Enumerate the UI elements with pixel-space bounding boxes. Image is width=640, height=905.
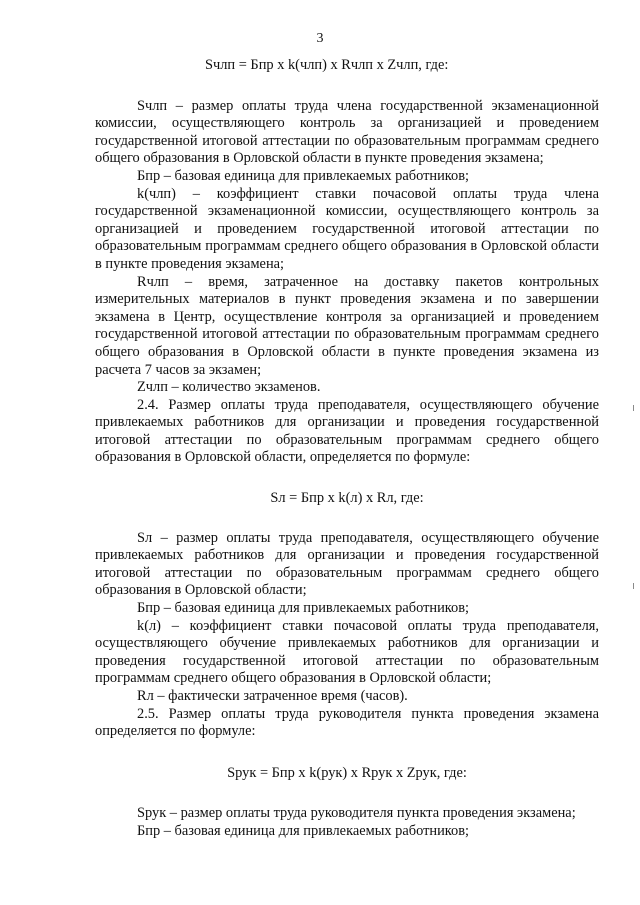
scan-artifact: [633, 405, 634, 411]
paragraph-section-2-4: 2.4. Размер оплаты труда преподавателя, осуществляющего обучение привлекаемых работников для организации и проведения государственной итоговой аттестации по образовательным программам среднего общего образования в Орловской области, определяется по формуле:: [95, 396, 599, 466]
paragraph-sl-definition: Sл – размер оплаты труда преподавателя, осуществляющего обучение привлекаемых работников для организации и проведения государственной итоговой аттестации по образовательным программам среднего общего образования в Орловской области;: [95, 529, 599, 599]
paragraph-rl-definition: Rл – фактически затраченное время (часов).: [137, 688, 408, 704]
paragraph-sruk-definition: Sрук – размер оплаты труда руководителя пункта проведения экзамена;: [137, 805, 576, 822]
paragraph-section-2-5: 2.5. Размер оплаты труда руководителя пункта проведения экзамена определяется по формуле:: [95, 705, 599, 740]
formula-sruk: Sрук = Бпр x k(рук) x Rрук x Zрук, где:: [227, 764, 467, 781]
formula-sclp: Sчлп = Бпр x k(члп) x Rчлп x Zчлп, где:: [205, 57, 449, 73]
paragraph-kclp-definition: k(члп) – коэффициент ставки почасовой оплаты труда члена государственной экзаменационной комиссии, осуществляющего контроль за организацией и проведением государственной итоговой аттестации по образовательным программам среднего общего образования в Орловской области в пункте проведения экзамена;: [95, 185, 599, 272]
scan-artifact: [633, 583, 634, 589]
paragraph-bpr-definition-2: Бпр – базовая единица для привлекаемых работников;: [137, 600, 470, 617]
spacer: [95, 467, 599, 490]
paragraph-bpr-definition: Бпр – базовая единица для привлекаемых работников;: [137, 167, 470, 184]
paragraph-zclp-definition: Zчлп – количество экзаменов.: [137, 379, 321, 396]
spacer: [95, 741, 599, 765]
formula-sl: Sл = Бпр x k(л) x Rл, где:: [270, 490, 424, 507]
paragraph-rclp-definition: Rчлп – время, затраченное на доставку пакетов контрольных измерительных материалов в пункт проведения экзамена и по завершении экзамена в Центр, осуществление контроля за организацией и проведением государственной итоговой аттестации по образовательным программам среднего общего образования в Орловской области в пункте проведения экзамена из расчета 7 часов за экзамен;: [95, 273, 599, 378]
page-number: 3: [316, 31, 324, 46]
paragraph-bpr-definition-3: Бпр – базовая единица для привлекаемых работников;: [137, 822, 470, 839]
spacer: [95, 508, 599, 530]
document-body: [95, 57, 599, 841]
spacer: [95, 75, 599, 98]
paragraph-kl-definition: k(л) – коэффициент ставки почасовой оплаты труда преподавателя, осуществляющего обучение привлекаемых работников для организации и проведения государственной итоговой аттестации по образовательным программам среднего общего образования в Орловской области;: [95, 617, 599, 687]
spacer: [95, 782, 599, 805]
paragraph-sclp-definition: Sчлп – размер оплаты труда члена государственной экзаменационной комиссии, осуществляющего контроль за организацией и проведением государственной итоговой аттестации по образовательным программам среднего общего образования в Орловской области в пункте проведения экзамена;: [95, 97, 599, 167]
